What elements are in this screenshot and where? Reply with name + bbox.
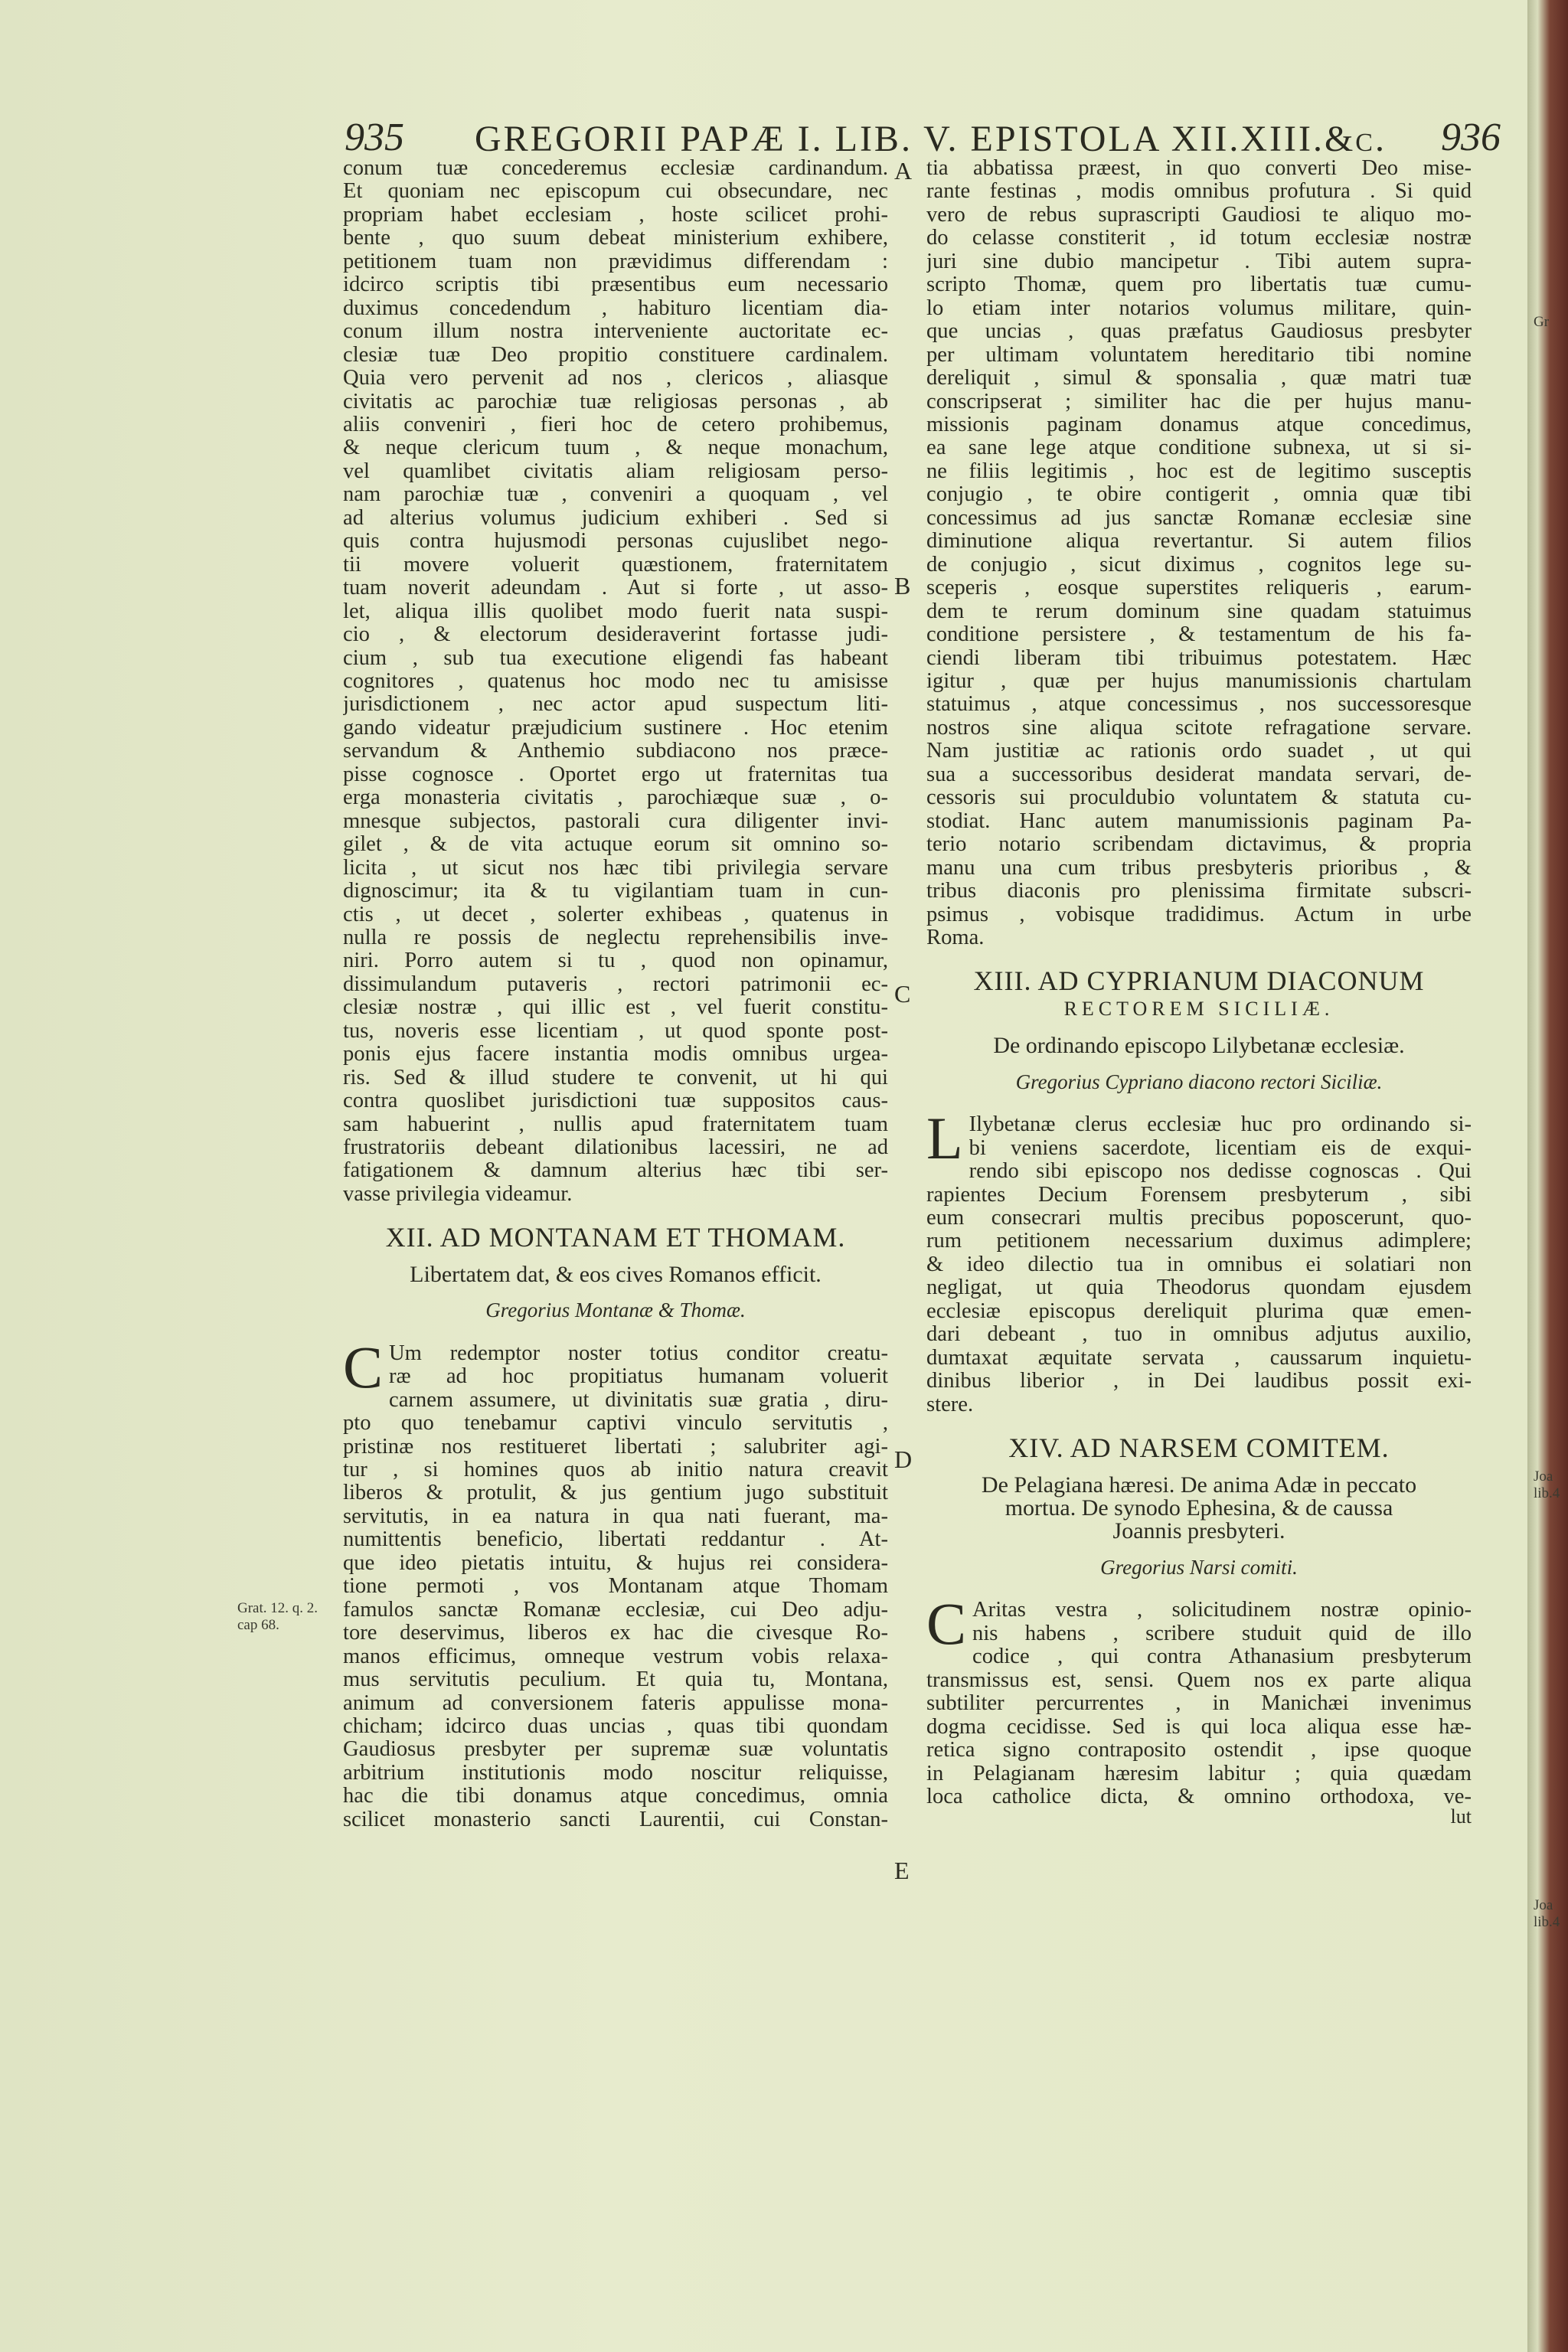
text-line: dari debeant , tuo in omnibus adjutus auxilio,: [926, 1323, 1472, 1347]
right-intro-text: [926, 157, 1472, 949]
text-line: bi veniens sacerdote, licentiam eis de exqui-: [969, 1136, 1472, 1160]
section-letter-b: B: [894, 572, 911, 599]
margin-citation: Grat. 12. q. 2. cap 68.: [237, 1600, 318, 1633]
text-line: retica signo contraposito ostendit , ipse quoque: [926, 1739, 1472, 1762]
text-line: dogma cecidisse. Sed is qui loca aliqua esse hæ-: [926, 1715, 1472, 1739]
epistle-xii-summary: Libertatem dat, & eos cives Romanos efficit.: [410, 1261, 822, 1287]
text-line: conum tuæ concederemus ecclesiæ cardinandum.: [343, 157, 888, 180]
text-line: Roma.: [926, 926, 985, 949]
text-line: gilet , & de vita actuque eorum sit omnino so-: [343, 833, 888, 857]
text-line: chicham; idcirco duas uncias , quas tibi quondam: [343, 1715, 888, 1738]
text-line: Um redemptor noster totius conditor creatu-: [389, 1341, 888, 1365]
text-line: lo etiam inter notarios volumus militare, quin-: [926, 296, 1472, 320]
epistle-xiii-summary: De ordinando episcopo Lilybetanæ ecclesiæ.: [993, 1033, 1405, 1059]
text-line: licita , ut sicut nos hæc tibi privilegia servare: [343, 856, 888, 880]
text-line: servitutis, in ea natura in qua nati fuerant, ma-: [343, 1504, 888, 1528]
page-number-left: 935: [345, 116, 404, 159]
text-line: codice , qui contra Athanasium presbyterum: [972, 1645, 1472, 1669]
edge-fragment-1: Gr: [1534, 314, 1550, 330]
running-title: GREGORII PAPÆ I. LIB. V. EPISTOLA XII.XIII.&c.: [475, 119, 1387, 159]
text-line: clesiæ nostræ , qui illic est , vel fuerit constitu-: [343, 996, 888, 1020]
text-line: sam habuerint , nullis apud fraternitatem tuam: [343, 1112, 888, 1136]
dropcap-l: L: [926, 1105, 963, 1172]
text-line: ctis , ut decet , solerter exhibeas , quatenus in: [343, 903, 888, 926]
text-line: Ilybetanæ clerus ecclesiæ huc pro ordinando si-: [969, 1113, 1472, 1137]
text-line: quis contra hujusmodi personas cujuslibet nego-: [343, 530, 888, 554]
epistle-xii-heading: XII. AD MONTANAM ET THOMAM.: [385, 1222, 846, 1253]
epistle-xiii-address: Gregorius Cypriano diacono rectori Siciliæ.: [1015, 1070, 1383, 1093]
text-line: dissimulandum putaveris , rectori patrimonii ec-: [343, 972, 888, 996]
text-line: conjugio , te obire contigerit , omnia quæ tibi: [926, 483, 1472, 507]
text-line: tore deservimus, liberos ex hac die civesque Ro-: [343, 1622, 888, 1645]
text-line: aliis conveniri , fieri hoc de cetero prohibemus,: [343, 413, 888, 436]
epistle-xiii-subheading: RECTOREM SICILIÆ.: [1063, 997, 1334, 1020]
text-line: tus, noveris esse licentiam , ut quod sponte post-: [343, 1019, 888, 1043]
text-line: Aritas vestra , solicitudinem nostræ opinio-: [972, 1599, 1472, 1622]
text-line: hac die tibi donamus atque concedimus, omnia: [343, 1785, 888, 1808]
text-line: scilicet monasterio sancti Laurentii, cui Constan-: [343, 1808, 888, 1831]
text-line: Et quoniam nec episcopum cui obsecundare, nec: [343, 180, 888, 204]
text-line: conum illum nostra interveniente auctoritate ec-: [343, 320, 888, 344]
text-line: que uncias , quas præfatus Gaudiosus presbyter: [926, 320, 1472, 344]
text-line: conditione persistere , & testamentum de his fa-: [926, 623, 1472, 647]
text-line: eum consecrari multis precibus poposcerunt, quo-: [926, 1207, 1472, 1230]
epistle-xii-body: [343, 1333, 888, 1832]
text-line: & neque clericum tuum , & neque monachum,: [343, 436, 888, 460]
right-column: [926, 157, 1472, 1829]
text-line: dumtaxat æquitate servata , caussarum inquietu-: [926, 1346, 1472, 1370]
text-line: rendo sibi episcopo nos dedisse cognoscas . Qui: [969, 1160, 1472, 1184]
text-line: igitur , quæ per hujus manumissionis chartulam: [926, 669, 1472, 693]
text-line: dignoscimur; ita & tu vigilantiam tuam in cun-: [343, 880, 888, 903]
epistle-xiv-summary: [926, 1474, 1472, 1544]
section-letter-e: E: [894, 1857, 910, 1884]
text-line: stere.: [926, 1393, 974, 1416]
text-line: Quia vero pervenit ad nos , clericos , aliasque: [343, 367, 888, 390]
text-line: numittentis beneficio, libertati reddantur . At-: [343, 1528, 888, 1552]
text-line: ea sane lege atque conditione subnexa, ut si si-: [926, 436, 1472, 460]
epistle-xiv-body: [926, 1590, 1472, 1808]
summary-line: De Pelagiana hæresi. De anima Adæ in peccato: [981, 1472, 1417, 1498]
text-line: Nam justitiæ ac rationis ordo suadet , ut qui: [926, 740, 1472, 763]
text-line: cio , & electorum desideraverint fortasse judi-: [343, 623, 888, 647]
text-line: ponis ejus facere instantia modis omnibus urgea-: [343, 1043, 888, 1067]
text-line: vero de rebus suprascripti Gaudiosi te aliquo mo-: [926, 203, 1472, 227]
adjacent-page-edge: [1527, 0, 1568, 2352]
text-line: ne filiis legitimis , hoc est de legitimo susceptis: [926, 459, 1472, 483]
text-line: tia abbatissa præest, in quo converti Deo mise-: [926, 157, 1472, 180]
text-line: ecclesiæ episcopus dereliquit plurima quæ emen-: [926, 1299, 1472, 1323]
text-line: Gaudiosus presbyter per supremæ suæ voluntatis: [343, 1738, 888, 1762]
text-line: gando videatur præjudicium sustinere . Hoc etenim: [343, 716, 888, 740]
text-line: petitionem tuam non prævidimus differendam :: [343, 250, 888, 273]
text-line: concessimus ad jus sanctæ Romanæ ecclesiæ sine: [926, 506, 1472, 530]
text-line: duximus concedendum , habituro licentiam dia-: [343, 296, 888, 320]
text-line: mnesque subjectos, pastorali cura diligenter invi-: [343, 809, 888, 833]
text-line: in Pelagianam hæresim labitur ; quia quædam: [926, 1762, 1472, 1785]
text-line: per ultimam voluntatem hereditario tibi nomine: [926, 343, 1472, 367]
text-line: dereliquit , simul & sponsalia , quæ matri tuæ: [926, 367, 1472, 390]
text-line: nulla re possis de neglectu reprehensibilis inve-: [343, 926, 888, 949]
text-line: & ideo dilectio tua in omnibus ei solatiari non: [926, 1253, 1472, 1276]
text-line: dem te rerum dominum sine quadam statuimus: [926, 599, 1472, 623]
text-line: rapientes Decium Forensem presbyterum , sibi: [926, 1183, 1472, 1207]
text-line: sua a successoribus desiderat mandata servari, de-: [926, 763, 1472, 786]
text-line: animum ad conversionem fateris appulisse mona-: [343, 1691, 888, 1715]
epistle-xii-address: Gregorius Montanæ & Thomæ.: [485, 1298, 746, 1322]
section-letter-d: D: [894, 1446, 913, 1473]
text-line: contra quoslibet jurisdictioni tuæ suppositos caus-: [343, 1089, 888, 1113]
text-line: vel quamlibet civitatis aliam religiosam perso-: [343, 459, 888, 483]
text-line: mus servitutis peculium. Et quia tu, Montana,: [343, 1668, 888, 1692]
text-line: de conjugio , sicut diximus , cognitos lege su-: [926, 553, 1472, 577]
text-line: carnem assumere, ut divinitatis suæ gratia , diru-: [389, 1388, 888, 1412]
summary-line: mortua. De synodo Ephesina, & de caussa: [1004, 1495, 1393, 1521]
text-line: scripto Thomæ, quem pro libertatis tuæ cumu-: [926, 273, 1472, 297]
summary-line: Joannis presbyteri.: [1112, 1518, 1285, 1544]
text-line: niri. Porro autem si tu , quod non opinamur,: [343, 949, 888, 973]
text-line: tii movere voluerit quæstionem, fraternitatem: [343, 553, 888, 577]
epistle-xiii-body: [926, 1105, 1472, 1416]
page-number-right: 936: [1441, 116, 1501, 159]
text-line: rante festinas , modis omnibus profutura . Si quid: [926, 180, 1472, 204]
text-line: statuimus , atque concessimus , nos successoresque: [926, 693, 1472, 717]
text-line: erga monasteria civitatis , parochiæque suæ , o-: [343, 786, 888, 810]
catchword: lut: [1450, 1805, 1472, 1828]
text-line: manu una cum tribus presbyteris prioribus , &: [926, 856, 1472, 880]
text-line: manos efficimus, omneque vestrum vobis relaxa-: [343, 1645, 888, 1668]
text-line: ciendi liberam tibi tribuimus potestatem. Hæc: [926, 646, 1472, 670]
left-intro-text: [343, 157, 888, 1206]
text-line: nostros sine aliqua scitote refragatione servare.: [926, 716, 1472, 740]
text-line: tuam noverit adeundam . Aut si forte , ut asso-: [343, 577, 888, 600]
text-line: juri sine dubio mancipetur . Tibi autem supra-: [926, 250, 1472, 273]
text-line: bente , quo suum debeat ministerium exhibere,: [343, 227, 888, 250]
text-line: cognitores , quatenus hoc modo nec tu amisisse: [343, 669, 888, 693]
edge-fragment-2: Joa lib.4: [1534, 1468, 1560, 1501]
text-line: sceperis , eosque superstites reliqueris , earum-: [926, 577, 1472, 600]
text-line: cessoris sui proculdubio voluntatem & statuta cu-: [926, 786, 1472, 810]
left-column: [343, 157, 888, 1831]
text-line: transmissus est, sensi. Quem nos ex parte aliqua: [926, 1668, 1472, 1692]
text-line: dinibus liberior , in Dei laudibus possit exi-: [926, 1370, 1472, 1393]
text-line: servandum & Anthemio subdiacono nos præce-: [343, 740, 888, 763]
text-line: terio notario scribendam dictavimus, & propria: [926, 833, 1472, 857]
text-line: nis habens , scribere studuit quid de illo: [972, 1622, 1472, 1645]
text-line: cium , sub tua executione eligendi fas habeant: [343, 646, 888, 670]
text-line: clesiæ tuæ Deo propitio constituere cardinalem.: [343, 343, 888, 367]
text-line: civitatis ac parochiæ tuæ religiosas personas , ab: [343, 390, 888, 413]
text-line: famulos sanctæ Romanæ ecclesiæ, cui Deo adju-: [343, 1598, 888, 1622]
text-line: tur , si homines quos ab initio natura creavit: [343, 1459, 888, 1482]
edge-fragment-3: Joa lib.4: [1534, 1897, 1560, 1930]
text-line: missionis paginam donamus atque concedimus,: [926, 413, 1472, 436]
text-line: ris. Sed & illud studere te convenit, ut hi qui: [343, 1066, 888, 1089]
text-line: stodiat. Hanc autem manumissionis paginam Pa-: [926, 809, 1472, 833]
text-line: jurisdictionem , nec actor apud suspectum liti-: [343, 693, 888, 717]
text-line: pristinæ nos restitueret libertati ; salubriter agi-: [343, 1435, 888, 1459]
text-line: rum petitionem necessarium duximus adimplere;: [926, 1230, 1472, 1253]
text-line: subtiliter percurrentes , in Manichæi invenimus: [926, 1692, 1472, 1716]
text-line: tione permoti , vos Montanam atque Thomam: [343, 1575, 888, 1599]
text-line: arbitrium institutionis modo noscitur reliquisse,: [343, 1761, 888, 1785]
text-line: liberos & protulit, & jus gentium jugo substituit: [343, 1481, 888, 1505]
text-line: diminutione aliqua revertantur. Si autem filios: [926, 530, 1472, 554]
text-line: loca catholice dicta, & omnino orthodoxa, ve-: [926, 1785, 1472, 1808]
epistle-xiii-heading: XIII. AD CYPRIANUM DIACONUM: [973, 965, 1425, 997]
text-line: conscripserat ; similiter hac die per hujus manu-: [926, 390, 1472, 413]
text-line: propriam habet ecclesiam , hoste scilicet prohi-: [343, 203, 888, 227]
text-line: nam parochiæ tuæ , conveniri a quoquam , vel: [343, 483, 888, 507]
text-line: let, aliqua illis quolibet modo fuerit nata suspi-: [343, 599, 888, 623]
text-line: pto quo tenebamur captivi vinculo servitutis ,: [343, 1412, 888, 1436]
text-line: ræ ad hoc propitiatus humanam voluerit: [389, 1365, 888, 1389]
text-line: tribus diaconis pro plenissima firmitate subscri-: [926, 880, 1472, 903]
text-line: frustratoriis debeant dilationibus lacessiri, ne ad: [343, 1136, 888, 1160]
text-line: fatigationem & damnum alterius hæc tibi ser-: [343, 1159, 888, 1183]
section-letter-c: C: [894, 980, 911, 1008]
epistle-xiv-address: Gregorius Narsi comiti.: [1100, 1555, 1298, 1579]
text-line: do celasse constiterit , id totum ecclesiæ nostræ: [926, 227, 1472, 250]
text-line: psimus , vobisque tradidimus. Actum in urbe: [926, 903, 1472, 926]
dropcap-c: C: [343, 1333, 384, 1400]
text-line: que ideo pietatis intuitu, & hujus rei considera-: [343, 1551, 888, 1575]
text-line: negligat, ut quia Theodorus quondam ejusdem: [926, 1276, 1472, 1300]
dropcap-c2: C: [926, 1590, 967, 1658]
section-letter-a: A: [894, 157, 913, 185]
epistle-xiv-heading: XIV. AD NARSEM COMITEM.: [1008, 1432, 1390, 1464]
text-line: ad alterius volumus judicium exhiberi . Sed si: [343, 506, 888, 530]
text-line: idcirco scriptis tibi præsentibus eum necessario: [343, 273, 888, 297]
text-line: vasse privilegia videamur.: [343, 1182, 573, 1206]
text-line: pisse cognosce . Oportet ergo ut fraternitas tua: [343, 763, 888, 786]
